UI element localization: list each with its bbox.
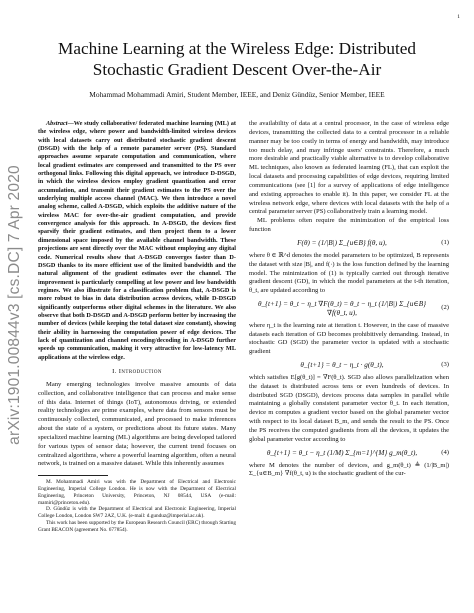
equation-3-body: θ_{t+1} = θ_t − η_t · g(θ_t), [300,361,384,370]
footnotes [38,479,236,533]
equation-2-number: (2) [441,304,449,312]
body-paragraph-3: where θ ∈ ℝ^d denotes the model parameters to be optimized, B represents the dataset with size |B|, and f(·) is the loss function defined by the learning model. The minimization of (1) is typically carried out through iterative gradient descent (GD), in which the model parameters at the t-th iteration, θ_t, are updated according to [249,251,449,295]
equation-4-body: θ_{t+1} = θ_t − η_t (1/M) Σ_{m=1}^{M} g_m(θ_t), [266,448,418,457]
equation-4-number: (4) [441,448,449,456]
abstract-label: Abstract [46,120,68,127]
equation-3-number: (3) [441,361,449,369]
body-paragraph-4: where η_t is the learning rate at iteration t. However, in the case of massive datasets each iteration of GD becomes prohibitively demanding. Instead, in stochastic GD (SGD) the parameter vector is updated with a stochastic gradient [249,321,449,356]
body-paragraph-1: the availability of data at a central processor, in the case of wireless edge devices, transmitting the collected data to a central processor in a reliable manner may be too costly in terms of energy and bandwidth, may introduce too much delay, and may infringe users' constraints. Therefore, a much more desirable and practically viable alternative is to develop collaborative ML techniques, also known as federated learning (FL), that can exploit the local datasets and processing capabilities of edge devices, requiring limited communications (see [1] for a survey of applications of edge intelligence and existing approaches to enable it). In this paper, we consider FL at the wireless network edge, where devices with local datasets with the help of a central parameter server (PS) collaboratively train a learning model. [249,120,449,216]
abstract-text: —We study collaborative/ federated machine learning (ML) at the wireless edge, where power and bandwidth-limited wireless devices with local datasets carry out distributed stochastic gradient descent (DSGD) with the help of a remote parameter server (PS). Standard approaches assume separate computation and communication, where local gradient estimates are compressed and transmitted to the PS over orthogonal links. Following this digital approach, we introduce D-DSGD, in which the wireless devices employ gradient quantization and error accumulation, and transmit their gradient estimates to the PS over the underlying multiple access channel (MAC). We then introduce a novel analog scheme, called A-DSGD, which exploits the additive nature of the wireless MAC for over-the-air gradient computation, and provide convergence analysis for this approach. In A-DSGD, the devices first sparsify their gradient estimates, and then project them to a lower dimensional space imposed by the available channel bandwidth. These projections are sent directly over the MAC without employing any digital code. Numerical results show that A-DSGD converges faster than D-DSGD thanks to its more efficient use of the limited bandwidth and the natural alignment of the gradient estimates over the channel. The improvement is particularly compelling at low power and low bandwidth regimes. We also illustrate for a classification problem that, A-DSGD is more robust to bias in data distribution across devices, while D-DSGD significantly outperforms other digital schemes in the literature. We also observe that both D-DSGD and A-DSGD perform better by increasing the number of devices (while keeping the total dataset size constant), showing their ability in harnessing the computation power of edge devices. The lack of quantization and channel encoding/decoding in A-DSGD further speeds up communication, making it very attractive for low-latency ML applications at the wireless edge. [38,120,236,361]
right-column [249,120,449,479]
arxiv-stamp [6,150,24,460]
footnote-funding: This work has been supported by the European Research Council (ERC) through Starting Grant BEACON (agreement No. 677854). [38,519,236,533]
left-column [38,120,236,533]
equation-1-number: (1) [441,238,449,246]
body-paragraph-2: ML problems often require the minimization of the empirical loss function [249,217,449,234]
equation-1-body: F(θ) = (1/|B|) Σ_{u∈B} f(θ, u), [297,238,387,247]
footnote-author-2: D. Gündüz is with the Department of Electrical and Electronic Engineering, Imperial College London, London SW7 2AZ, U.K. (e-mail: d.gunduz@imperial.ac.uk). [38,506,236,519]
abstract [38,120,236,362]
footnote-divider [38,475,108,476]
section-heading: I. Introduction [112,367,162,375]
equation-2 [249,300,449,318]
page-number: 1 [457,14,460,20]
arxiv-stamp-text: arXiv:1901.00844v3 [cs.DC] 7 Apr 2020 [6,165,23,445]
body-paragraph-5: which satisfies E[g(θ_t)] = ∇F(θ_t). SGD also allows parallelization when the dataset is distributed across tens or even hundreds of devices. In distributed SGD (DSGD), devices process data samples in parallel while maintaining a globally consistent parameter vector θ_t. In each iteration, device m computes a gradient vector based on the global parameter vector with respect to its local dataset B_m, and sends the result to the PS. Once the PS receives the computed gradients from all the devices, it updates the global parameter vector according to [249,373,449,443]
intro-paragraph: Many emerging technologies involve massive amounts of data collection, and collaborative intelligence that can process and make sense of this data. Internet of things (IoT), autonomous driving, or extended reality technologies are prime examples, where data from sensors must be continuously collected, communicated, and processed to make inferences about the state of a system, or predictions about its future states. Many specialized machine learning (ML) algorithms are being developed tailored for various types of sensor data; however, the current trend focuses on centralized algorithms, where a powerful learning algorithm, often a neural network, is trained on a massive dataset. While this inherently assumes [38,380,236,468]
equation-4 [249,449,449,458]
author-line: Mohammad Mohammadi Amiri, Student Member, IEEE, and Deniz Gündüz, Senior Member, IEEE [89,90,385,99]
equation-1 [249,239,449,248]
paper-title: Machine Learning at the Wireless Edge: Distributed Stochastic Gradient Descent Over-the-Air [58,39,416,79]
footnote-author-1: M. Mohammadi Amiri was with the Department of Electrical and Electronic Engineering, Imperial College London. He is now with the Department of Electrical Engineering, Princeton University, Princeton, NJ 08544, USA (e-mail: mamiri@princeton.edu). [38,479,236,506]
equation-2-body: θ_{t+1} = θ_t − η_t ∇F(θ_t) = θ_t − η_t (1/|B|) Σ_{u∈B} ∇f(θ_t, u), [258,300,426,317]
body-paragraph-6: where M denotes the number of devices, and g_m(θ_t) ≜ (1/|B_m|) Σ_{u∈B_m} ∇f(θ_t, u) is the stochastic gradient of the cur- [249,461,449,478]
equation-3 [249,361,449,370]
